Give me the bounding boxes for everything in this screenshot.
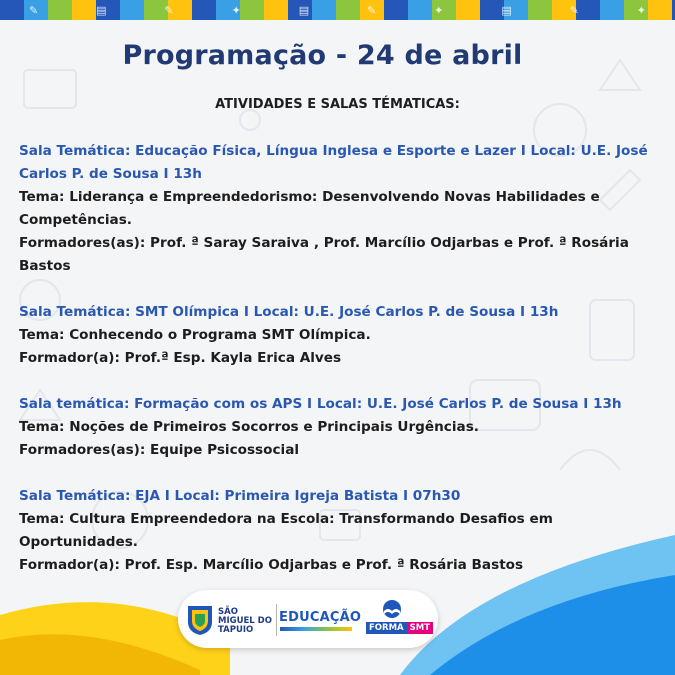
book-icon: ▤ <box>96 3 107 17</box>
session-trainers: Formador(a): Prof.ª Esp. Kayla Erica Alves <box>19 350 342 366</box>
forma-smt-logo <box>366 622 431 634</box>
page-subtitle: ATIVIDADES E SALAS TÉMATICAS: <box>215 97 460 112</box>
session-theme: Tema: Cultura Empreendedora na Escola: Transformando Desafios em Oportunidades. <box>19 511 553 550</box>
book-icon: ▤ <box>501 3 512 17</box>
city-shield-icon <box>186 604 214 636</box>
session-heading: Sala Temática: EJA I Local: Primeira Igreja Batista I 07h30 <box>19 488 461 504</box>
open-book-icon <box>380 600 404 620</box>
session-item <box>19 140 659 278</box>
pencil-icon: ✎ <box>164 3 174 17</box>
session-item <box>19 301 659 370</box>
session-heading: Sala Temática: SMT Olímpica I Local: U.E. José Carlos P. de Sousa I 13h <box>19 304 559 320</box>
footer-divider <box>276 604 277 636</box>
star-icon: ✦ <box>636 3 646 17</box>
session-theme: Tema: Noções de Primeiros Socorros e Principais Urgências. <box>19 419 479 435</box>
forma-logo-left: FORMA <box>366 622 407 634</box>
pencil-icon: ✎ <box>367 3 377 17</box>
session-theme: Tema: Liderança e Empreendedorismo: Desenvolvendo Novas Habilidades e Competências. <box>19 189 600 228</box>
education-logo-bar <box>280 627 352 631</box>
pencil-icon: ✎ <box>569 3 579 17</box>
city-logo-text: SÃO MIGUEL DO TAPUIO <box>218 607 272 635</box>
session-heading: Sala temática: Formação com os APS I Local: U.E. José Carlos P. de Sousa I 13h <box>19 396 622 412</box>
book-icon: ▤ <box>298 3 310 17</box>
education-logo-text: EDUCAÇÃO <box>279 610 362 625</box>
page-title: Programação - 24 de abril <box>122 40 523 71</box>
forma-logo-right: SMT <box>407 622 433 634</box>
session-trainers: Formadores(as): Prof. ª Saray Saraiva , Prof. Marcílio Odjarbas e Prof. ª Rosária Bastos <box>19 235 629 274</box>
session-trainers: Formadores(as): Equipe Psicossocial <box>19 442 300 458</box>
pencil-icon: ✎ <box>28 3 39 17</box>
star-icon: ✦ <box>231 3 241 17</box>
session-heading: Sala Temática: Educação Física, Língua Inglesa e Esporte e Lazer I Local: U.E. José Carlos P. de Sousa I 13h <box>19 143 648 182</box>
session-trainers: Formador(a): Prof. Esp. Marcílio Odjarbas e Prof. ª Rosária Bastos <box>19 557 524 573</box>
session-theme: Tema: Conhecendo o Programa SMT Olímpica. <box>19 327 371 343</box>
top-strip-icons <box>0 0 675 20</box>
session-item <box>19 393 659 462</box>
star-icon: ✦ <box>434 3 444 17</box>
